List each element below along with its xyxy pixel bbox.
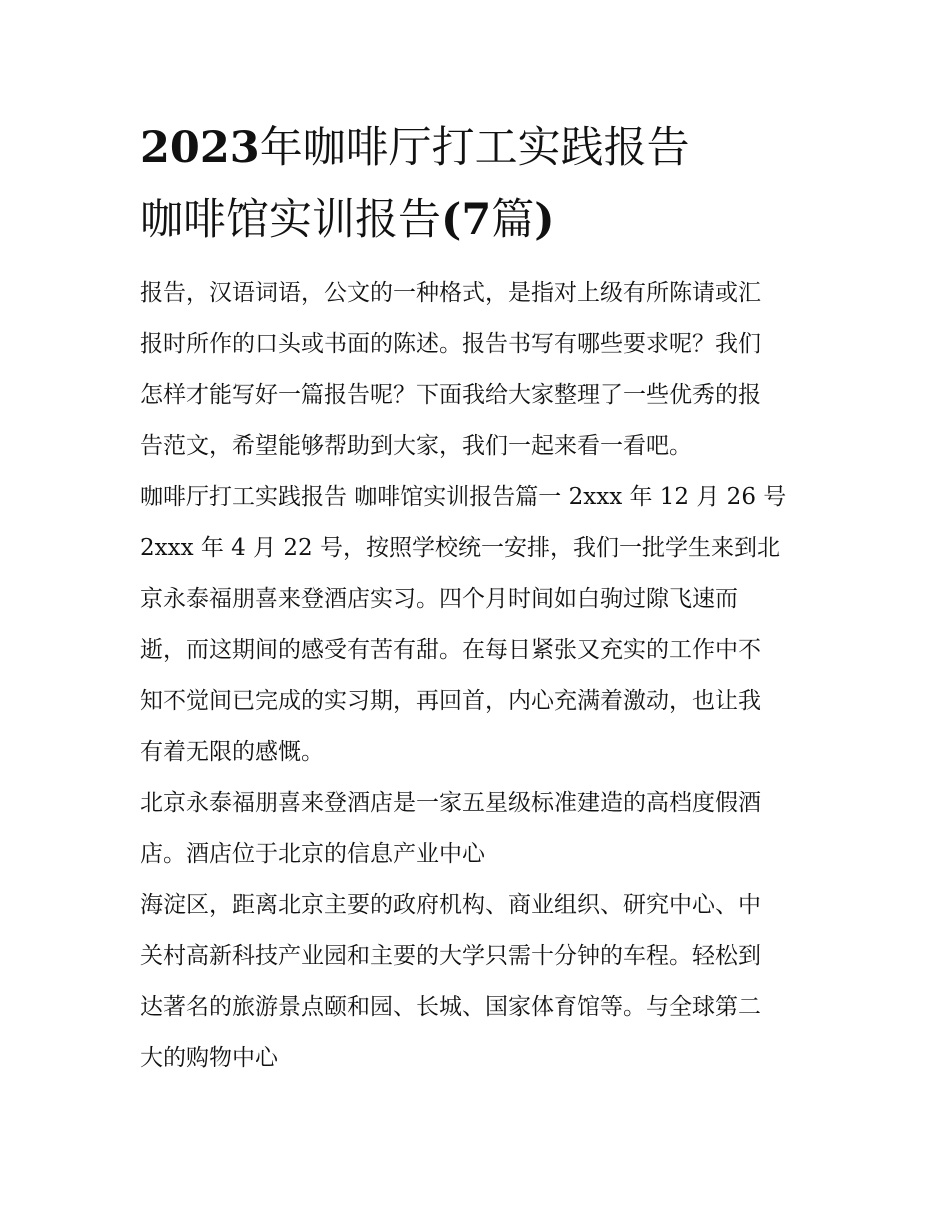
text-line: 店。酒店位于北京的信息产业中心: [140, 841, 485, 867]
paragraph-part-one: [140, 472, 812, 778]
text-line: 京永泰福朋喜来登酒店实习。四个月时间如白驹过隙飞速而: [140, 586, 738, 612]
title-year: 2023: [140, 123, 260, 173]
title-count: (7: [441, 195, 492, 245]
title-close-paren: ): [534, 195, 555, 245]
text-line: 有着无限的感慨。: [140, 739, 324, 765]
paragraph-location: [140, 880, 812, 1084]
text-line: 怎样才能写好一篇报告呢？下面我给大家整理了一些优秀的报: [140, 382, 761, 408]
text-line: 关村高新科技产业园和主要的大学只需十分钟的车程。轻松到: [140, 943, 761, 969]
title-line-1: [140, 112, 812, 184]
title-pian: 篇: [491, 195, 535, 245]
text-line: 逝，而这期间的感受有苦有甜。在每日紧张又充实的工作中不: [140, 637, 761, 663]
text-line: 北京永泰福朋喜来登酒店是一家五星级标准建造的高档度假酒: [140, 790, 761, 816]
title-text-2: 咖啡馆实训报告: [140, 195, 441, 245]
text-line: 报时所作的口头或书面的陈述。报告书写有哪些要求呢？我们: [140, 331, 761, 357]
text-line: 2xxx 年 4 月 22 号，按照学校统一安排，我们一批学生来到北: [140, 535, 781, 561]
document-content: [140, 112, 812, 1084]
paragraph-hotel: [140, 778, 812, 880]
document-body: [140, 268, 812, 1084]
text-line: 海淀区，距离北京主要的政府机构、商业组织、研究中心、中: [140, 892, 761, 918]
document-title: [140, 112, 812, 256]
text-line: 报告，汉语词语，公文的一种格式，是指对上级有所陈请或汇: [140, 280, 761, 306]
title-line-2: [140, 184, 812, 256]
text-line: 咖啡厅打工实践报告 咖啡馆实训报告篇一 2xxx 年 12 月 26 号: [140, 484, 787, 510]
text-line: 知不觉间已完成的实习期，再回首，内心充满着激动，也让我: [140, 688, 761, 714]
text-line: 告范文，希望能够帮助到大家，我们一起来看一看吧。: [140, 433, 692, 459]
paragraph-intro: [140, 268, 812, 472]
text-line: 大的购物中心: [140, 1045, 278, 1071]
text-line: 达著名的旅游景点颐和园、长城、国家体育馆等。与全球第二: [140, 994, 761, 1020]
title-text-1: 年咖啡厅打工实践报告: [259, 123, 690, 173]
